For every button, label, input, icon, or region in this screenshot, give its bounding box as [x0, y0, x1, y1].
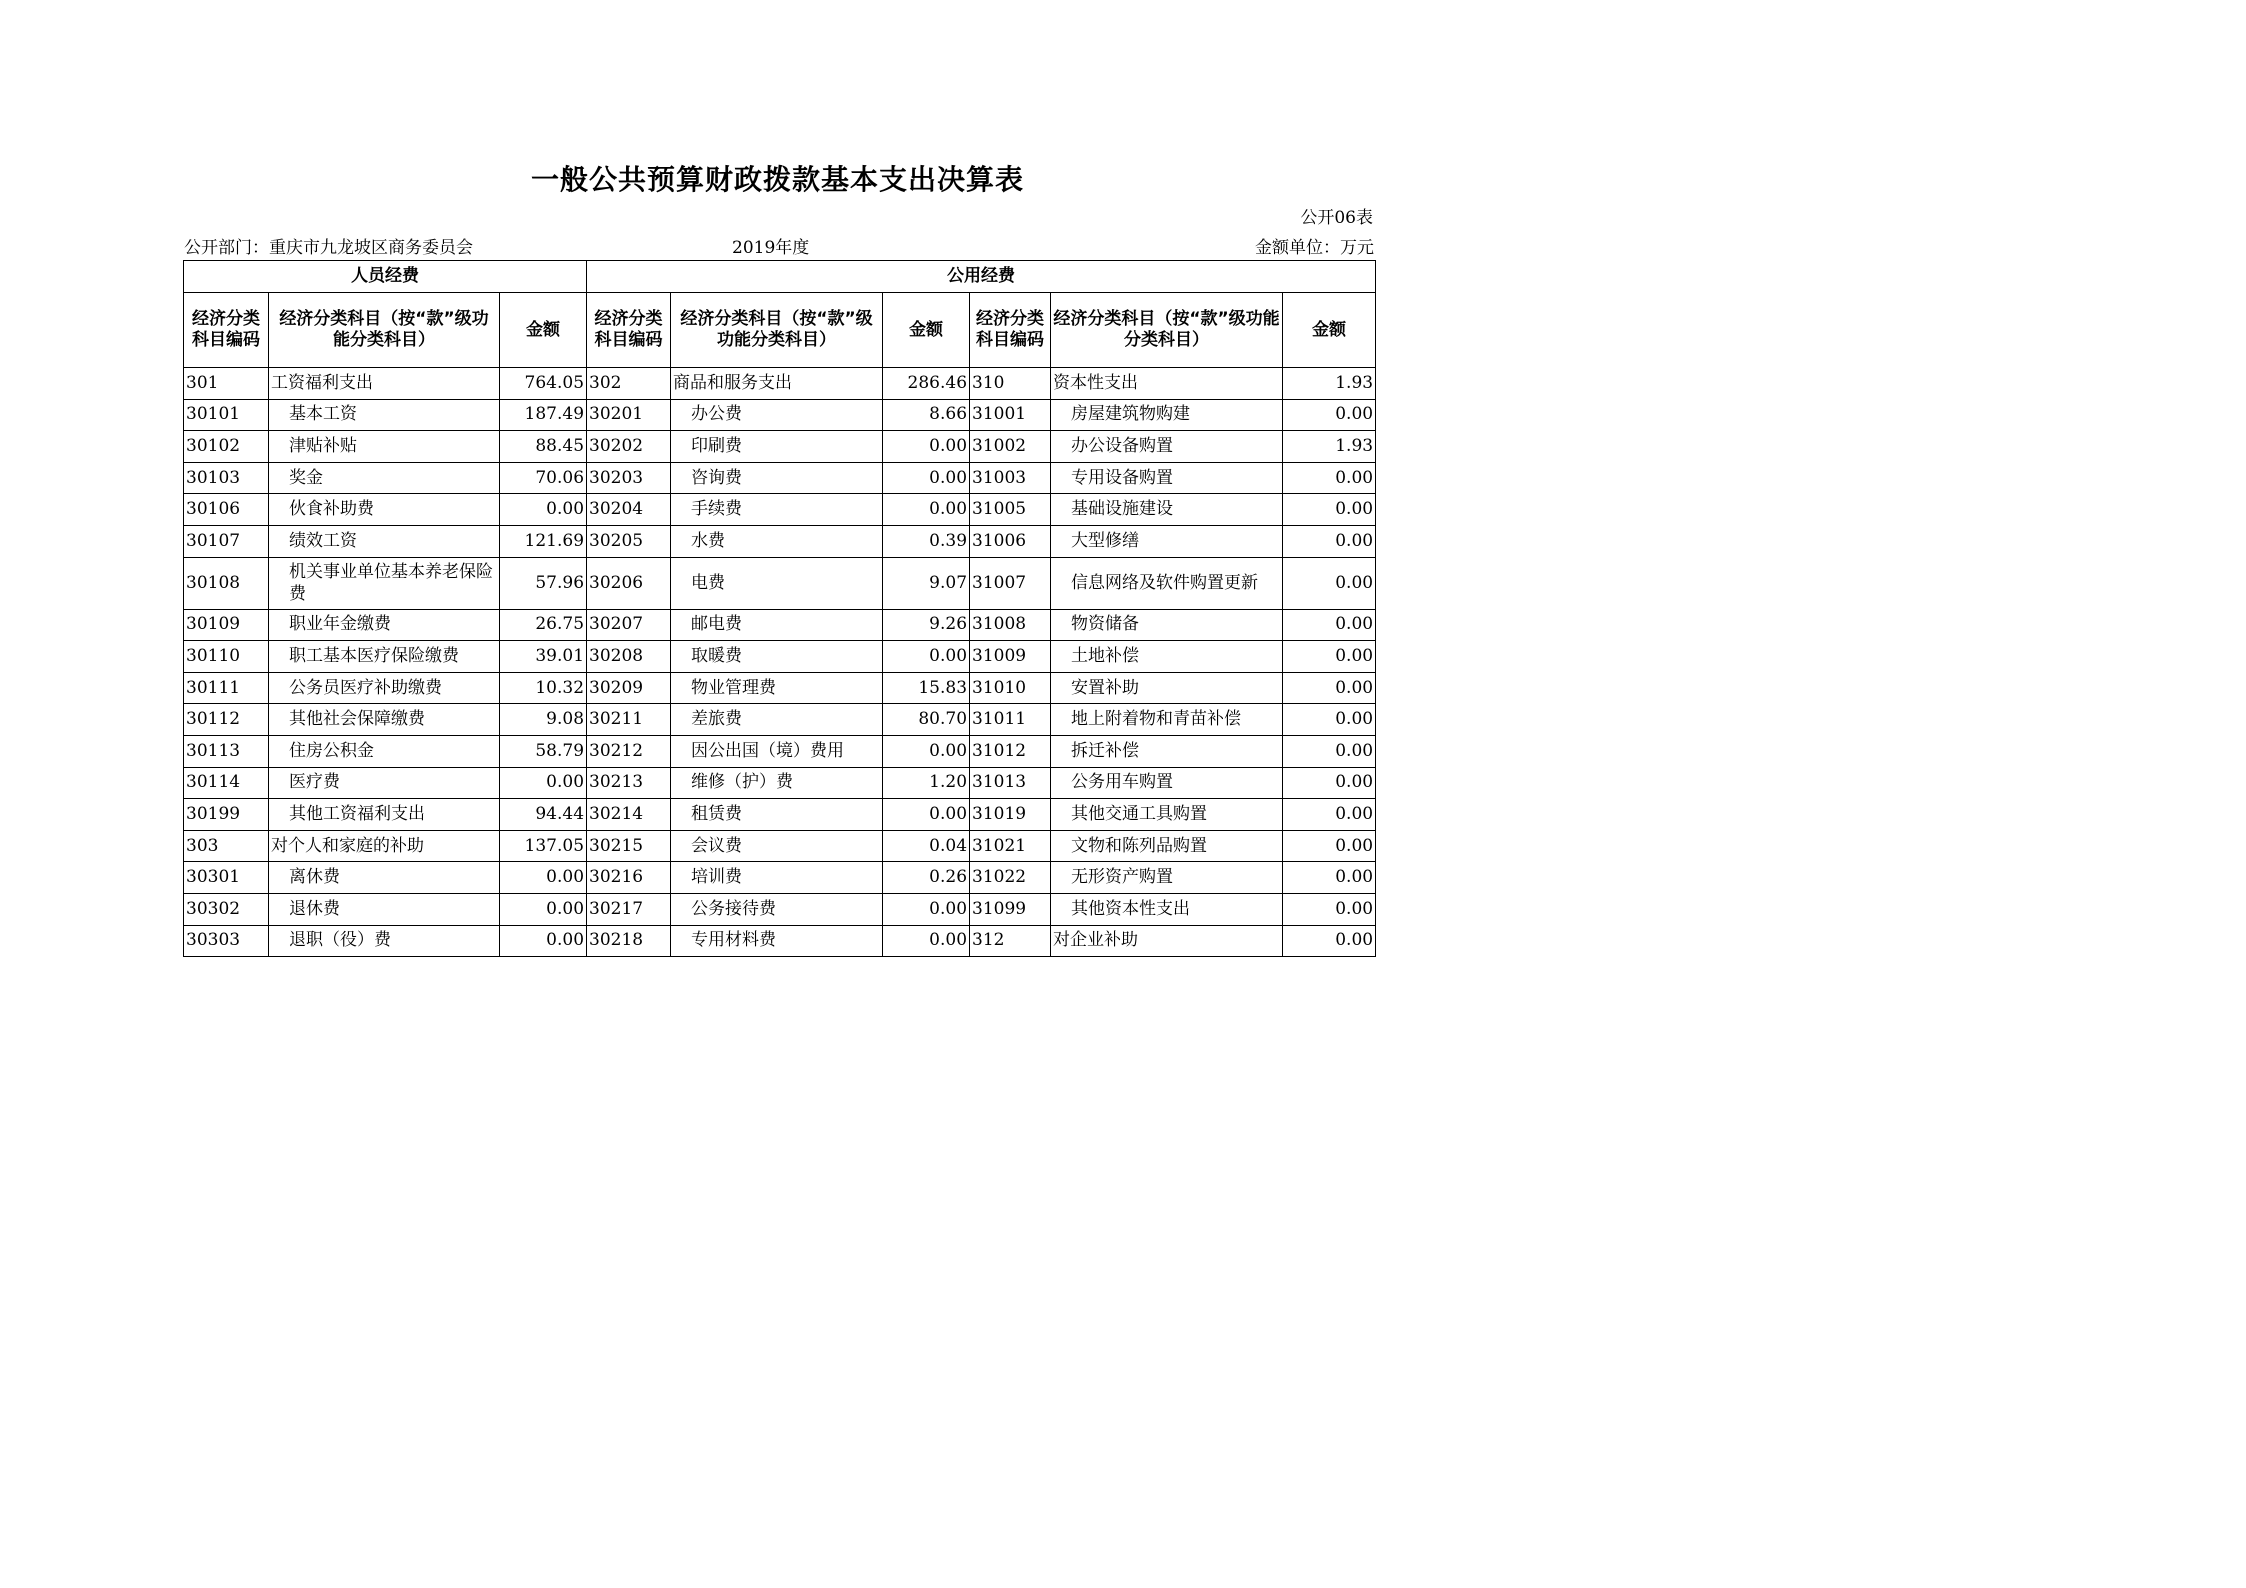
economic-item-name-cell: 因公出国（境）费用 — [671, 735, 883, 767]
economic-code-cell: 31009 — [970, 641, 1051, 673]
amount-cell: 0.00 — [1283, 893, 1376, 925]
form-number: 公开06表 — [1300, 208, 1373, 228]
column-header-code: 经济分类科目编码 — [970, 293, 1051, 368]
table-row — [184, 830, 1376, 862]
economic-item-name-cell: 机关事业单位基本养老保险费 — [269, 557, 500, 609]
economic-code-cell: 30202 — [587, 431, 671, 463]
economic-item-name-cell: 邮电费 — [671, 609, 883, 641]
economic-code-cell: 30113 — [184, 735, 269, 767]
economic-code-cell: 31011 — [970, 704, 1051, 736]
economic-code-cell: 30106 — [184, 494, 269, 526]
amount-cell: 0.00 — [500, 494, 587, 526]
economic-code-cell: 30302 — [184, 893, 269, 925]
economic-code-cell: 30103 — [184, 462, 269, 494]
table-row — [184, 672, 1376, 704]
economic-item-name-cell: 安置补助 — [1051, 672, 1283, 704]
economic-item-name-cell: 租赁费 — [671, 799, 883, 831]
economic-code-cell: 31010 — [970, 672, 1051, 704]
economic-code-cell: 30215 — [587, 830, 671, 862]
economic-code-cell: 31021 — [970, 830, 1051, 862]
economic-code-cell: 30216 — [587, 862, 671, 894]
economic-item-name-cell: 工资福利支出 — [269, 368, 500, 400]
economic-item-name-cell: 水费 — [671, 525, 883, 557]
economic-code-cell: 30301 — [184, 862, 269, 894]
economic-item-name-cell: 办公设备购置 — [1051, 431, 1283, 463]
amount-cell: 0.00 — [500, 767, 587, 799]
amount-cell: 9.07 — [883, 557, 970, 609]
amount-cell: 0.00 — [500, 893, 587, 925]
amount-cell: 0.00 — [1283, 609, 1376, 641]
column-header-code: 经济分类科目编码 — [587, 293, 671, 368]
economic-item-name-cell: 咨询费 — [671, 462, 883, 494]
table-row — [184, 641, 1376, 673]
amount-cell: 764.05 — [500, 368, 587, 400]
table-row — [184, 609, 1376, 641]
amount-cell: 15.83 — [883, 672, 970, 704]
economic-item-name-cell: 会议费 — [671, 830, 883, 862]
economic-item-name-cell: 手续费 — [671, 494, 883, 526]
amount-cell: 0.00 — [1283, 862, 1376, 894]
economic-code-cell: 30110 — [184, 641, 269, 673]
economic-item-name-cell: 专用设备购置 — [1051, 462, 1283, 494]
economic-code-cell: 31022 — [970, 862, 1051, 894]
amount-cell: 1.20 — [883, 767, 970, 799]
economic-code-cell: 31001 — [970, 399, 1051, 431]
amount-cell: 0.00 — [1283, 925, 1376, 957]
amount-cell: 0.00 — [1283, 557, 1376, 609]
economic-item-name-cell: 医疗费 — [269, 767, 500, 799]
economic-item-name-cell: 其他工资福利支出 — [269, 799, 500, 831]
department-label: 公开部门：重庆市九龙坡区商务委员会 — [184, 238, 473, 258]
amount-cell: 88.45 — [500, 431, 587, 463]
economic-item-name-cell: 印刷费 — [671, 431, 883, 463]
table-row — [184, 368, 1376, 400]
economic-code-cell: 312 — [970, 925, 1051, 957]
economic-item-name-cell: 津贴补贴 — [269, 431, 500, 463]
economic-item-name-cell: 其他资本性支出 — [1051, 893, 1283, 925]
economic-item-name-cell: 电费 — [671, 557, 883, 609]
amount-cell: 0.00 — [883, 494, 970, 526]
table-row — [184, 925, 1376, 957]
economic-item-name-cell: 取暖费 — [671, 641, 883, 673]
economic-code-cell: 31003 — [970, 462, 1051, 494]
economic-code-cell: 30109 — [184, 609, 269, 641]
economic-code-cell: 31006 — [970, 525, 1051, 557]
group-header-personnel: 人员经费 — [184, 261, 587, 293]
column-header-amount: 金额 — [883, 293, 970, 368]
economic-code-cell: 31013 — [970, 767, 1051, 799]
amount-cell: 0.00 — [883, 431, 970, 463]
amount-cell: 0.00 — [1283, 767, 1376, 799]
table-row — [184, 462, 1376, 494]
amount-cell: 10.32 — [500, 672, 587, 704]
amount-cell: 58.79 — [500, 735, 587, 767]
economic-item-name-cell: 绩效工资 — [269, 525, 500, 557]
economic-code-cell: 310 — [970, 368, 1051, 400]
amount-cell: 57.96 — [500, 557, 587, 609]
amount-cell: 0.00 — [883, 462, 970, 494]
table-row — [184, 525, 1376, 557]
amount-cell: 9.26 — [883, 609, 970, 641]
economic-code-cell: 302 — [587, 368, 671, 400]
amount-cell: 0.39 — [883, 525, 970, 557]
economic-item-name-cell: 基本工资 — [269, 399, 500, 431]
economic-code-cell: 30211 — [587, 704, 671, 736]
economic-code-cell: 30112 — [184, 704, 269, 736]
amount-cell: 0.00 — [1283, 494, 1376, 526]
economic-code-cell: 30303 — [184, 925, 269, 957]
amount-cell: 0.00 — [883, 893, 970, 925]
table-row — [184, 767, 1376, 799]
amount-cell: 0.00 — [500, 862, 587, 894]
amount-cell: 39.01 — [500, 641, 587, 673]
economic-item-name-cell: 离休费 — [269, 862, 500, 894]
economic-item-name-cell: 对企业补助 — [1051, 925, 1283, 957]
table-row — [184, 399, 1376, 431]
economic-item-name-cell: 奖金 — [269, 462, 500, 494]
amount-cell: 0.00 — [1283, 641, 1376, 673]
economic-item-name-cell: 文物和陈列品购置 — [1051, 830, 1283, 862]
economic-code-cell: 30217 — [587, 893, 671, 925]
column-header-code: 经济分类科目编码 — [184, 293, 269, 368]
table-row — [184, 799, 1376, 831]
economic-code-cell: 30207 — [587, 609, 671, 641]
economic-item-name-cell: 商品和服务支出 — [671, 368, 883, 400]
column-header-name: 经济分类科目（按“款”级功能分类科目） — [1051, 293, 1283, 368]
meta-bar — [184, 233, 1374, 257]
economic-code-cell: 31007 — [970, 557, 1051, 609]
economic-code-cell: 30208 — [587, 641, 671, 673]
table-row — [184, 704, 1376, 736]
amount-cell: 137.05 — [500, 830, 587, 862]
economic-code-cell: 30205 — [587, 525, 671, 557]
economic-code-cell: 30209 — [587, 672, 671, 704]
amount-cell: 9.08 — [500, 704, 587, 736]
economic-code-cell: 30213 — [587, 767, 671, 799]
column-header-name: 经济分类科目（按“款”级功能分类科目） — [671, 293, 883, 368]
economic-item-name-cell: 大型修缮 — [1051, 525, 1283, 557]
economic-code-cell: 31005 — [970, 494, 1051, 526]
economic-code-cell: 30114 — [184, 767, 269, 799]
economic-item-name-cell: 拆迁补偿 — [1051, 735, 1283, 767]
amount-cell: 70.06 — [500, 462, 587, 494]
economic-item-name-cell: 职业年金缴费 — [269, 609, 500, 641]
amount-cell: 80.70 — [883, 704, 970, 736]
amount-cell: 0.00 — [1283, 799, 1376, 831]
column-header-amount: 金额 — [1283, 293, 1376, 368]
amount-cell: 121.69 — [500, 525, 587, 557]
amount-cell: 0.00 — [1283, 735, 1376, 767]
economic-item-name-cell: 公务员医疗补助缴费 — [269, 672, 500, 704]
economic-code-cell: 30102 — [184, 431, 269, 463]
table-row — [184, 735, 1376, 767]
economic-code-cell: 30111 — [184, 672, 269, 704]
amount-cell: 0.00 — [883, 641, 970, 673]
fiscal-year: 2019年度 — [732, 238, 810, 258]
amount-cell: 187.49 — [500, 399, 587, 431]
economic-code-cell: 30108 — [184, 557, 269, 609]
column-header-name: 经济分类科目（按“款”级功能分类科目） — [269, 293, 500, 368]
economic-code-cell: 30101 — [184, 399, 269, 431]
economic-code-cell: 30203 — [587, 462, 671, 494]
amount-cell: 1.93 — [1283, 368, 1376, 400]
economic-item-name-cell: 专用材料费 — [671, 925, 883, 957]
economic-code-cell: 31019 — [970, 799, 1051, 831]
economic-item-name-cell: 资本性支出 — [1051, 368, 1283, 400]
table-row — [184, 893, 1376, 925]
amount-cell: 0.00 — [500, 925, 587, 957]
table-row — [184, 862, 1376, 894]
table-row — [184, 494, 1376, 526]
economic-code-cell: 30204 — [587, 494, 671, 526]
economic-item-name-cell: 基础设施建设 — [1051, 494, 1283, 526]
economic-code-cell: 303 — [184, 830, 269, 862]
economic-code-cell: 30201 — [587, 399, 671, 431]
amount-cell: 0.00 — [883, 735, 970, 767]
economic-item-name-cell: 房屋建筑物购建 — [1051, 399, 1283, 431]
amount-cell: 94.44 — [500, 799, 587, 831]
economic-item-name-cell: 对个人和家庭的补助 — [269, 830, 500, 862]
economic-item-name-cell: 退休费 — [269, 893, 500, 925]
amount-cell: 0.00 — [1283, 704, 1376, 736]
economic-code-cell: 30212 — [587, 735, 671, 767]
economic-item-name-cell: 物资储备 — [1051, 609, 1283, 641]
economic-item-name-cell: 住房公积金 — [269, 735, 500, 767]
amount-cell: 0.00 — [1283, 462, 1376, 494]
economic-code-cell: 31012 — [970, 735, 1051, 767]
amount-unit: 金额单位：万元 — [1255, 238, 1374, 258]
economic-code-cell: 30107 — [184, 525, 269, 557]
economic-code-cell: 30206 — [587, 557, 671, 609]
economic-code-cell: 31008 — [970, 609, 1051, 641]
economic-item-name-cell: 伙食补助费 — [269, 494, 500, 526]
economic-item-name-cell: 培训费 — [671, 862, 883, 894]
economic-code-cell: 31002 — [970, 431, 1051, 463]
table-row — [184, 431, 1376, 463]
amount-cell: 0.00 — [1283, 672, 1376, 704]
amount-cell: 0.00 — [883, 925, 970, 957]
economic-item-name-cell: 办公费 — [671, 399, 883, 431]
group-header-public: 公用经费 — [587, 261, 1376, 293]
economic-code-cell: 30214 — [587, 799, 671, 831]
economic-item-name-cell: 信息网络及软件购置更新 — [1051, 557, 1283, 609]
page-title: 一般公共预算财政拨款基本支出决算表 — [530, 163, 1024, 196]
amount-cell: 0.04 — [883, 830, 970, 862]
economic-item-name-cell: 退职（役）费 — [269, 925, 500, 957]
amount-cell: 0.00 — [883, 799, 970, 831]
economic-item-name-cell: 物业管理费 — [671, 672, 883, 704]
amount-cell: 0.00 — [1283, 399, 1376, 431]
economic-item-name-cell: 无形资产购置 — [1051, 862, 1283, 894]
economic-item-name-cell: 职工基本医疗保险缴费 — [269, 641, 500, 673]
amount-cell: 26.75 — [500, 609, 587, 641]
economic-code-cell: 30218 — [587, 925, 671, 957]
amount-cell: 0.00 — [1283, 525, 1376, 557]
amount-cell: 8.66 — [883, 399, 970, 431]
amount-cell: 1.93 — [1283, 431, 1376, 463]
economic-code-cell: 301 — [184, 368, 269, 400]
economic-code-cell: 31099 — [970, 893, 1051, 925]
amount-cell: 0.00 — [1283, 830, 1376, 862]
economic-item-name-cell: 土地补偿 — [1051, 641, 1283, 673]
economic-item-name-cell: 其他社会保障缴费 — [269, 704, 500, 736]
economic-item-name-cell: 维修（护）费 — [671, 767, 883, 799]
amount-cell: 286.46 — [883, 368, 970, 400]
economic-item-name-cell: 公务用车购置 — [1051, 767, 1283, 799]
economic-item-name-cell: 地上附着物和青苗补偿 — [1051, 704, 1283, 736]
economic-item-name-cell: 公务接待费 — [671, 893, 883, 925]
economic-item-name-cell: 其他交通工具购置 — [1051, 799, 1283, 831]
column-header-amount: 金额 — [500, 293, 587, 368]
economic-code-cell: 30199 — [184, 799, 269, 831]
table-row — [184, 557, 1376, 609]
economic-item-name-cell: 差旅费 — [671, 704, 883, 736]
amount-cell: 0.26 — [883, 862, 970, 894]
expenditure-table — [183, 260, 1376, 957]
